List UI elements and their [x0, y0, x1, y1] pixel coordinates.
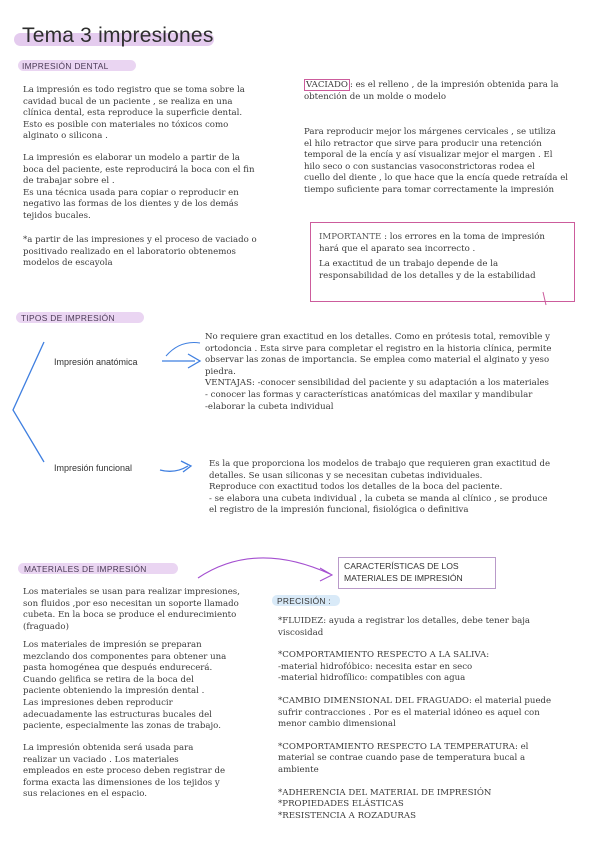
impresion-funcional-text: Es la que proporciona los modelos de trabajo que requieren gran exactitud de detalles. Se usan siliconas y se necesitan cubetas individuales. Reproduce con exactitud todos los detalles de la boca del paciente. - se elabora una cubeta individual , la cubeta se manda al clínico , se produce el registro de la impresión funcional, fisiológica o definitiva [209, 459, 551, 516]
column-rule [543, 292, 546, 305]
margenes-paragraph: Para reproducir mejor los márgenes cervicales , se utiliza el hilo retractor que sirve para producir una retención temporal de la encía y así visualizar mejor el margen . El hilo seco o con sustancias vasoconstrictoras rodea el cuello del diente , lo que hace que la encía quede retraída el tiempo suficiente para tomar correctamente la impresión [304, 127, 569, 195]
impresion-anatomica-label: Impresión anatómica [54, 357, 138, 367]
impresion-dental-paragraph-3: *a partir de las impresiones y el proceso de vaciado o positivado realizado en el laboratorio obtenemos modelos de escayola [23, 235, 257, 269]
arrow-caracteristicas [198, 558, 332, 581]
section-heading-tipos: TIPOS DE IMPRESIÓN [21, 313, 115, 323]
materiales-paragraph-2: Los materiales de impresión se preparan mezclando dos componentes para obtener una pasta homogénea que después endurecerá. Cuando gelifica se retira de la boca del paciente obteniendo la impresión dental . Las impresiones deben reproducir adecuadamente las estructuras bucales del paciente, especialmente las zonas de trabajo. [23, 640, 227, 732]
materiales-paragraph-3: La impresión obtenida será usada para realizar un vaciado . Los materiales empleados en este proceso deben registrar de forma exacta las dimensiones de los tejidos y sus relaciones en el espacio. [23, 743, 226, 800]
impresion-dental-paragraph-1: La impresión es todo registro que se toma sobre la cavidad bucal de un paciente , se realiza en una clínica dental, esta reproduce la superficie dental. Esto es posible con materiales no tóxicos como alginato o silicona . [23, 85, 245, 142]
vaciado-definition: VACIADO : es el relleno , de la impresión obtenida para la obtención de un molde o modelo [304, 80, 559, 102]
caracteristicas-title: CARACTERÍSTICAS DE LOS MATERIALES DE IMPRESIÓN [344, 561, 463, 583]
arrow-funcional [160, 461, 191, 472]
impresion-funcional-label: Impresión funcional [54, 463, 133, 473]
brace-line [13, 342, 44, 462]
arrow-anatomica-curve [166, 343, 200, 356]
impresion-dental-paragraph-2: La impresión es elaborar un modelo a partir de la boca del paciente, este reproducirá la boca con el fin de trabajar sobre el . Es una técnica usada para copiar o reproducir en negativo las formas de los dientes y de los demás tejidos bucales. [23, 153, 255, 221]
precision-heading: PRECISIÓN : [277, 596, 332, 606]
importante-text: IMPORTANTE : los errores en la toma de impresión hará que el aparato sea incorrecto . La exactitud de un trabajo depende de la responsabilidad de los detalles y de la estabilidad [319, 232, 545, 281]
page-title: Tema 3 impresiones [22, 24, 214, 47]
materiales-paragraph-1: Los materiales se usan para realizar impresiones, son fluidos ,por eso necesitan un soporte llamado cubeta. En la boca se produce el endurecimiento (fraguado) [23, 587, 240, 632]
impresion-anatomica-text: No requiere gran exactitud en los detalles. Como en prótesis total, removible y ortodoncia . Esta sirve para completar el registro en la historia clínica, permite observar las zonas de importancia. Se emplea como material el alginato y yeso piedra. VENTAJAS: -conocer sensibilidad del paciente y su adaptación a los materiales - conocer las formas y características anatómicas del maxilar y mandibular -elaborar la cubeta individual [205, 332, 552, 412]
caracteristicas-list: *FLUIDEZ: ayuda a registrar los detalles, debe tener baja viscosidad *COMPORTAMIENTO RESPECTO A LA SALIVA: -material hidrofóbico: necesita estar en seco -material hidrofílico: compatibles con agua *CAMBIO DIMENSIONAL DEL FRAGUADO: el material puede sufrir contracciones . Por es el material idóneo es aquel con menor cambio dimensional *COMPORTAMIENTO RESPECTO LA TEMPERATURA: el material se contrae cuando pase de temperatura bucal a ambiente *ADHERENCIA DEL MATERIAL DE IMPRESIÓN *PROPIEDADES ELÁSTICAS *RESISTENCIA A ROZADURAS [278, 616, 552, 821]
section-heading-materiales: MATERIALES DE IMPRESIÓN [24, 564, 147, 574]
section-heading-impresion-dental: IMPRESIÓN DENTAL [22, 61, 109, 71]
arrow-anatomica [162, 354, 200, 368]
vaciado-term: VACIADO [306, 80, 348, 90]
